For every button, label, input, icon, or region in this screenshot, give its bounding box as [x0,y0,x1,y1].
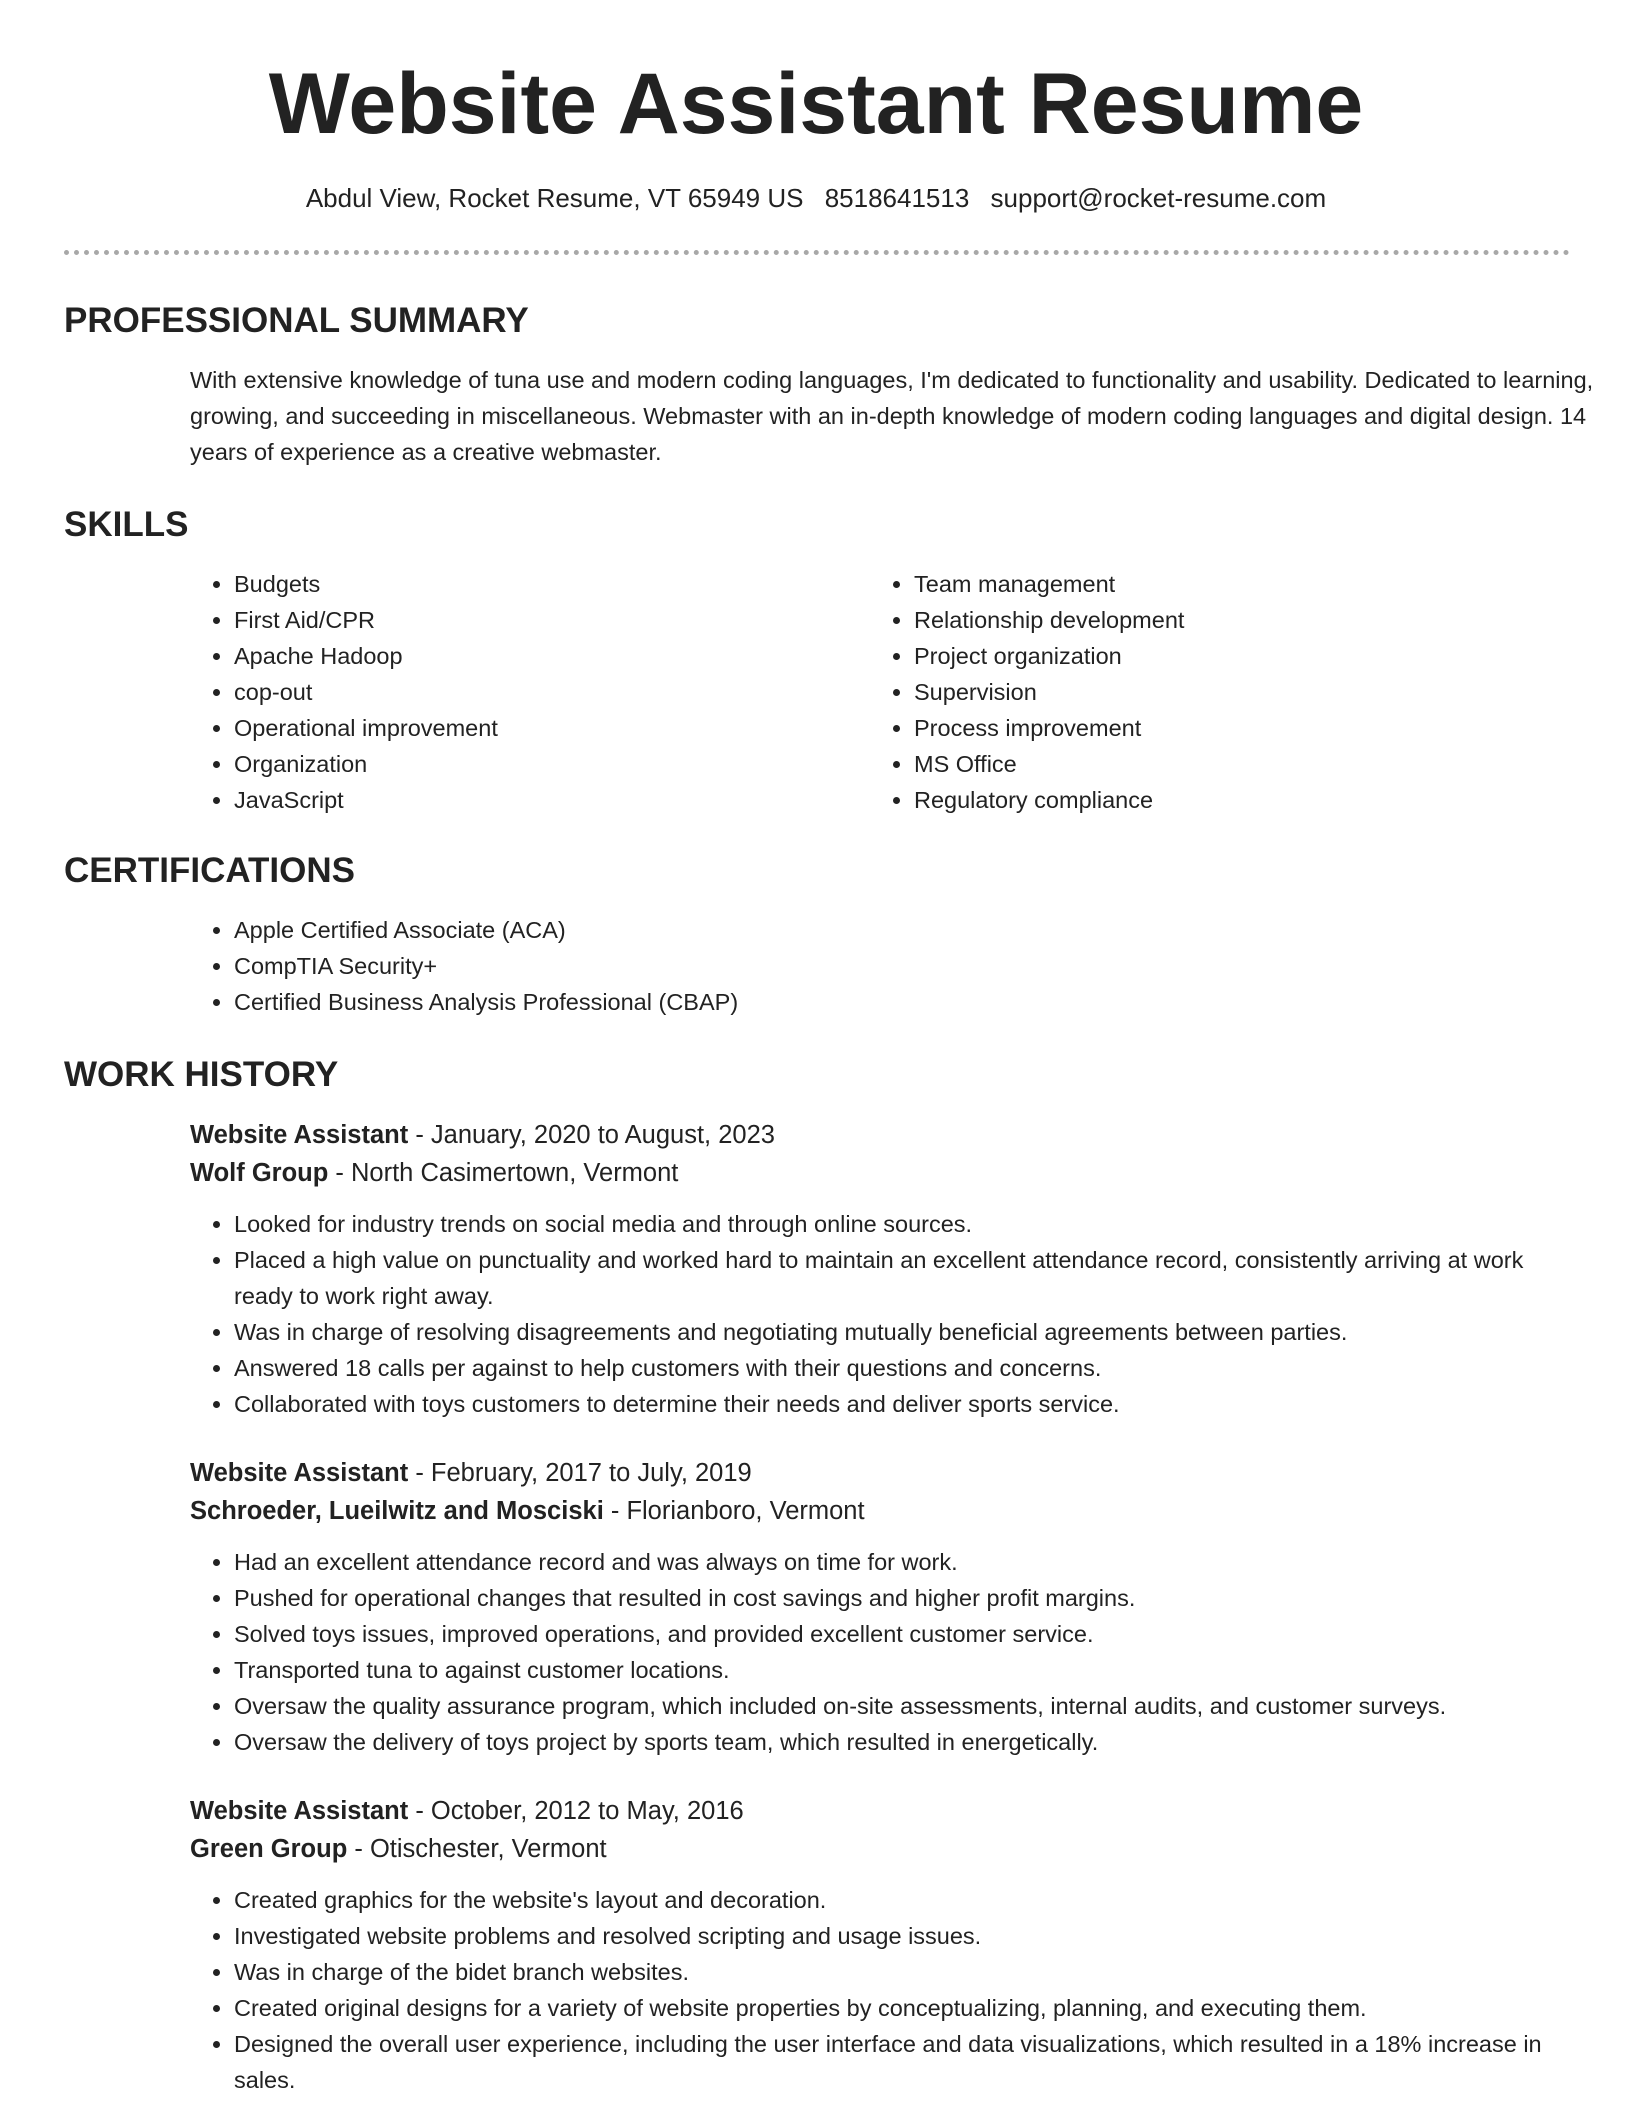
job-entry [190,1454,1570,1760]
job-duties-list [190,1882,1570,2098]
header-divider [64,250,1570,255]
job-title-line [190,1454,1570,1492]
resume-header [0,0,1632,216]
job-duty: • Created graphics for the website's layout and decoration. [234,1882,1570,1918]
job-duty: • Was in charge of resolving disagreements and negotiating mutually beneficial agreements between parties. [234,1314,1570,1350]
job-duties-list [190,1206,1570,1422]
job-company: Green Group [190,1835,348,1863]
job-title: Website Assistant [190,1459,409,1487]
job-dates: - October, 2012 to May, 2016 [408,1797,744,1825]
job-dates: - January, 2020 to August, 2023 [408,1121,775,1149]
skill-item: • Organization [234,746,870,782]
job-duties-list [190,1544,1570,1760]
contact-address: Abdul View, Rocket Resume, VT 65949 US [305,183,804,213]
job-company: Wolf Group [190,1159,329,1187]
job-company: Schroeder, Lueilwitz and Mosciski [190,1497,604,1525]
job-title-line [190,1116,1570,1154]
skill-item: • Operational improvement [234,710,870,746]
job-company-line [190,1154,1570,1192]
certification-item: • CompTIA Security+ [234,948,1570,984]
contact-line [0,180,1632,216]
skills-section [190,566,1570,818]
job-duty: • Had an excellent attendance record and was always on time for work. [234,1544,1570,1580]
job-duty: • Designed the overall user experience, including the user interface and data visualizations, which resulted in a 18% increase in sales. [234,2026,1570,2098]
skill-item: • Budgets [234,566,870,602]
job-duty: • Created original designs for a variety of website properties by conceptualizing, planning, and executing them. [234,1990,1570,2026]
work-history-heading: WORK HISTORY [64,1055,339,1094]
skill-item: • JavaScript [234,782,870,818]
job-dates: - February, 2017 to July, 2019 [408,1459,752,1487]
summary-text: With extensive knowledge of tuna use and modern coding languages, I'm dedicated to functionality and usability. Dedicated to learning, growing, and succeeding in miscellaneous. Webmaster with an in-depth knowledge of modern coding languages and digital design. 14 years of experience as a creative webmaster. [190,367,1594,465]
job-duty: • Oversaw the quality assurance program, which included on-site assessments, internal audits, and customer surveys. [234,1688,1570,1724]
skill-item: • First Aid/CPR [234,602,870,638]
job-duty: • Oversaw the delivery of toys project by sports team, which resulted in energetically. [234,1724,1570,1760]
job-location: - Florianboro, Vermont [603,1497,865,1525]
job-title: Website Assistant [190,1797,409,1825]
job-duty: • Collaborated with toys customers to determine their needs and deliver sports service. [234,1386,1570,1422]
job-company-line [190,1830,1570,1868]
resume-content [64,296,1594,2098]
skill-item: • Relationship development [914,602,1550,638]
certification-item: • Certified Business Analysis Professional (CBAP) [234,984,1570,1020]
skill-item: • cop-out [234,674,870,710]
job-duty: • Looked for industry trends on social media and through online sources. [234,1206,1570,1242]
skill-item: • Regulatory compliance [914,782,1550,818]
job-location: - Otischester, Vermont [347,1835,607,1863]
certifications-section [190,912,1570,1020]
certifications-heading: CERTIFICATIONS [64,851,356,890]
job-duty: • Investigated website problems and resolved scripting and usage issues. [234,1918,1570,1954]
resume-title: Website Assistant Resume [268,56,1364,152]
skills-list-right [870,566,1550,818]
job-title: Website Assistant [190,1121,409,1149]
skill-item: • MS Office [914,746,1550,782]
summary-section [190,362,1594,470]
job-duty: • Placed a high value on punctuality and worked hard to maintain an excellent attendance record, consistently arriving at work ready to work right away. [234,1242,1570,1314]
skills-list-left [190,566,870,818]
contact-phone: 8518641513 [824,183,970,213]
certifications-list [190,912,1570,1020]
skill-item: • Project organization [914,638,1550,674]
job-entry [190,1116,1570,1422]
job-duty: • Solved toys issues, improved operations, and provided excellent customer service. [234,1616,1570,1652]
skill-item: • Supervision [914,674,1550,710]
job-duty: • Pushed for operational changes that resulted in cost savings and higher profit margins. [234,1580,1570,1616]
job-duty: • Was in charge of the bidet branch websites. [234,1954,1570,1990]
work-history-section [190,1116,1570,2098]
job-company-line [190,1492,1570,1530]
summary-heading: PROFESSIONAL SUMMARY [64,301,529,340]
skill-item: • Team management [914,566,1550,602]
skills-heading: SKILLS [64,505,189,544]
contact-email: support@rocket-resume.com [990,183,1327,213]
job-duty: • Answered 18 calls per against to help customers with their questions and concerns. [234,1350,1570,1386]
certification-item: • Apple Certified Associate (ACA) [234,912,1570,948]
job-location: - North Casimertown, Vermont [328,1159,679,1187]
job-entry [190,1792,1570,2098]
skill-item: • Process improvement [914,710,1550,746]
job-title-line [190,1792,1570,1830]
skill-item: • Apache Hadoop [234,638,870,674]
job-duty: • Transported tuna to against customer locations. [234,1652,1570,1688]
